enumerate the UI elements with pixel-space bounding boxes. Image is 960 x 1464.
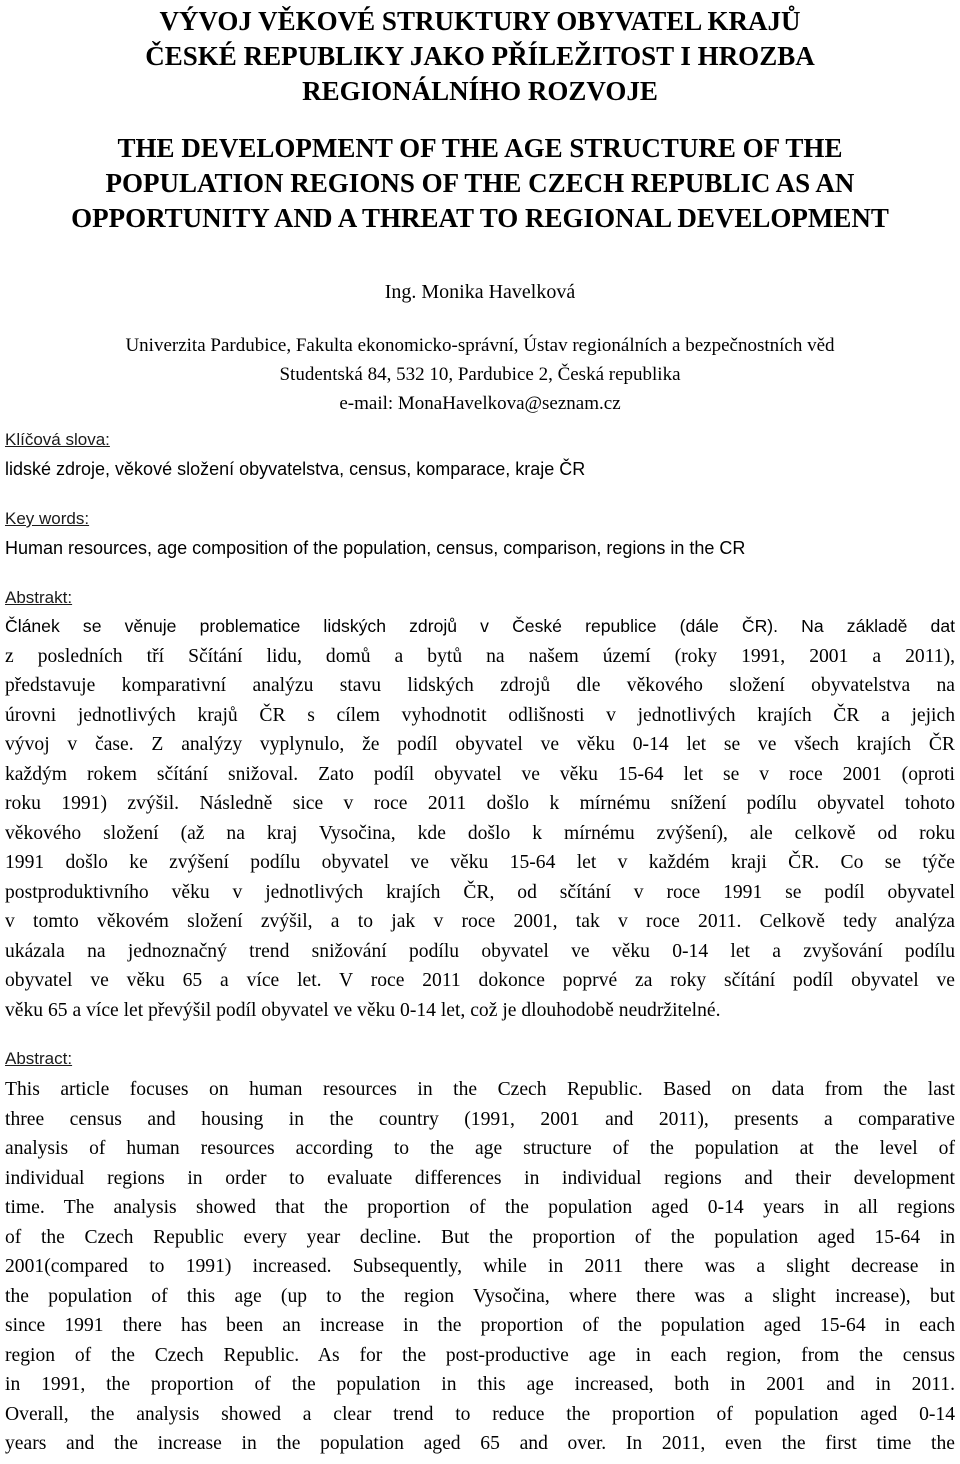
abstrakt-line: věku 65 a více let převýšil podíl obyvatel ve věku 0-14 let, což je dlouhodobě neudržitelné. — [5, 999, 721, 1021]
title-english-line: THE DEVELOPMENT OF THE AGE STRUCTURE OF THE — [117, 133, 843, 163]
abstract-line: three census and housing in the country (1991, 2001 and 2011), presents a comparative — [5, 1108, 955, 1130]
abstrakt-line: obyvatel ve věku 65 a více let. V roce 2011 dokonce poprvé za roky sčítání podíl obyvatel ve — [5, 970, 955, 991]
abstrakt-line: úrovni jednotlivých krajů ČR s cílem vyhodnotit odlišnosti v jednotlivých krajích ČR a jejich — [5, 704, 955, 726]
abstract-line: individual regions in order to evaluate differences in individual regions and their development — [5, 1167, 955, 1189]
title-czech-line: VÝVOJ VĚKOVÉ STRUKTURY OBYVATEL KRAJŮ — [159, 6, 801, 36]
affiliation-address: Studentská 84, 532 10, Pardubice 2, Česká republika — [279, 364, 681, 385]
abstract-line: This article focuses on human resources in the Czech Republic. Based on data from the last — [5, 1079, 955, 1100]
abstrakt-line: představuje komparativní analýzu stavu lidských zdrojů dle věkového složení obyvatelstva na — [5, 675, 955, 696]
keywords-czech-text: lidské zdroje, věkové složení obyvatelstva, census, komparace, kraje ČR — [5, 459, 586, 479]
abstrakt-line: věkového složení (až na kraj Vysočina, kde došlo k mírnému zvýšení), ale celkově od roku — [5, 822, 955, 844]
title-czech-line: REGIONÁLNÍHO ROZVOJE — [302, 76, 658, 106]
title-english-line: OPPORTUNITY AND A THREAT TO REGIONAL DEVELOPMENT — [71, 203, 889, 233]
abstract-line: analysis of human resources according to the age structure of the population at the level of — [5, 1138, 955, 1159]
abstrakt-line: Článek se věnuje problematice lidských zdrojů v České republice (dále ČR). Na základě dat — [5, 616, 955, 636]
abstract-line: Overall, the analysis showed a clear trend to reduce the proportion of population aged 0-14 — [5, 1403, 955, 1425]
abstract-line: 2001(compared to 1991) increased. Subsequently, while in 2011 there was a slight decrease in — [5, 1256, 955, 1277]
affiliation-institution: Univerzita Pardubice, Fakulta ekonomicko-správní, Ústav regionálních a bezpečnostních věd — [125, 335, 835, 356]
abstrakt-line: ukázala na jednoznačný trend snižování podílu obyvatel ve věku 0-14 let a zvyšování podílu — [5, 940, 955, 962]
abstract-line: the population of this age (up to the region Vysočina, where there was a slight increase), but — [5, 1285, 955, 1307]
abstrakt-line: roku 1991) zvýšil. Následně sice v roce 2011 došlo k mírnému snížení podílu obyvatel tohoto — [5, 793, 955, 814]
abstract-line: since 1991 there has been an increase in the proportion of the population aged 15-64 in each — [5, 1315, 955, 1336]
abstract-line: region of the Czech Republic. As for the post-productive age in each region, from the census — [5, 1344, 955, 1366]
abstrakt-line: v tomto věkovém složení zvýšil, a to jak v roce 2001, tak v roce 2011. Celkově tedy analýza — [5, 911, 955, 932]
title-english — [5, 131, 955, 236]
affiliation-email: e-mail: MonaHavelkova@seznam.cz — [339, 393, 621, 414]
title-czech-line: ČESKÉ REPUBLIKY JAKO PŘÍLEŽITOST I HROZBA — [145, 41, 815, 71]
author-affiliation — [5, 331, 955, 418]
abstrakt-line: z posledních tří Sčítání lidu, domů a bytů na našem území (roky 1991, 2001 a 2011), — [5, 645, 955, 667]
author-name: Ing. Monika Havelková — [384, 281, 576, 303]
abstract-body — [5, 1075, 955, 1459]
abstrakt-line: postproduktivního věku v jednotlivých krajích ČR, od sčítání v roce 1991 se podíl obyvatel — [5, 881, 955, 903]
abstract-label: Abstract: — [5, 1049, 73, 1068]
abstrakt-line: každým rokem sčítání snižoval. Zato podíl obyvatel ve věku 15-64 let se v roce 2001 (oproti — [5, 763, 955, 785]
keywords-english-text: Human resources, age composition of the population, census, comparison, regions in the CR — [5, 538, 746, 558]
abstract-line: of the Czech Republic every year decline. But the proportion of the population aged 15-64 in — [5, 1226, 955, 1248]
abstract-line: in 1991, the proportion of the population in this age increased, both in 2001 and in 2011. — [5, 1374, 955, 1395]
title-czech — [5, 4, 955, 109]
abstract-line: years and the increase in the population aged 65 and over. In 2011, even the first time the — [5, 1433, 955, 1454]
abstract-line: time. The analysis showed that the proportion of the population aged 0-14 years in all regions — [5, 1197, 955, 1218]
abstrakt-line: 1991 došlo ke zvýšení podílu obyvatel ve věku 15-64 let v každém kraji ČR. Co se týče — [5, 852, 955, 873]
abstrakt-line: vývoj v čase. Z analýzy vyplynulo, že podíl obyvatel ve věku 0-14 let se ve všech krajích ČR — [5, 734, 955, 755]
abstrakt-body — [5, 612, 955, 1025]
keywords-czech-label: Klíčová slova: — [5, 430, 110, 449]
keywords-english-label: Key words: — [5, 509, 90, 528]
title-english-line: POPULATION REGIONS OF THE CZECH REPUBLIC AS AN — [105, 168, 855, 198]
abstrakt-label: Abstrakt: — [5, 588, 73, 607]
